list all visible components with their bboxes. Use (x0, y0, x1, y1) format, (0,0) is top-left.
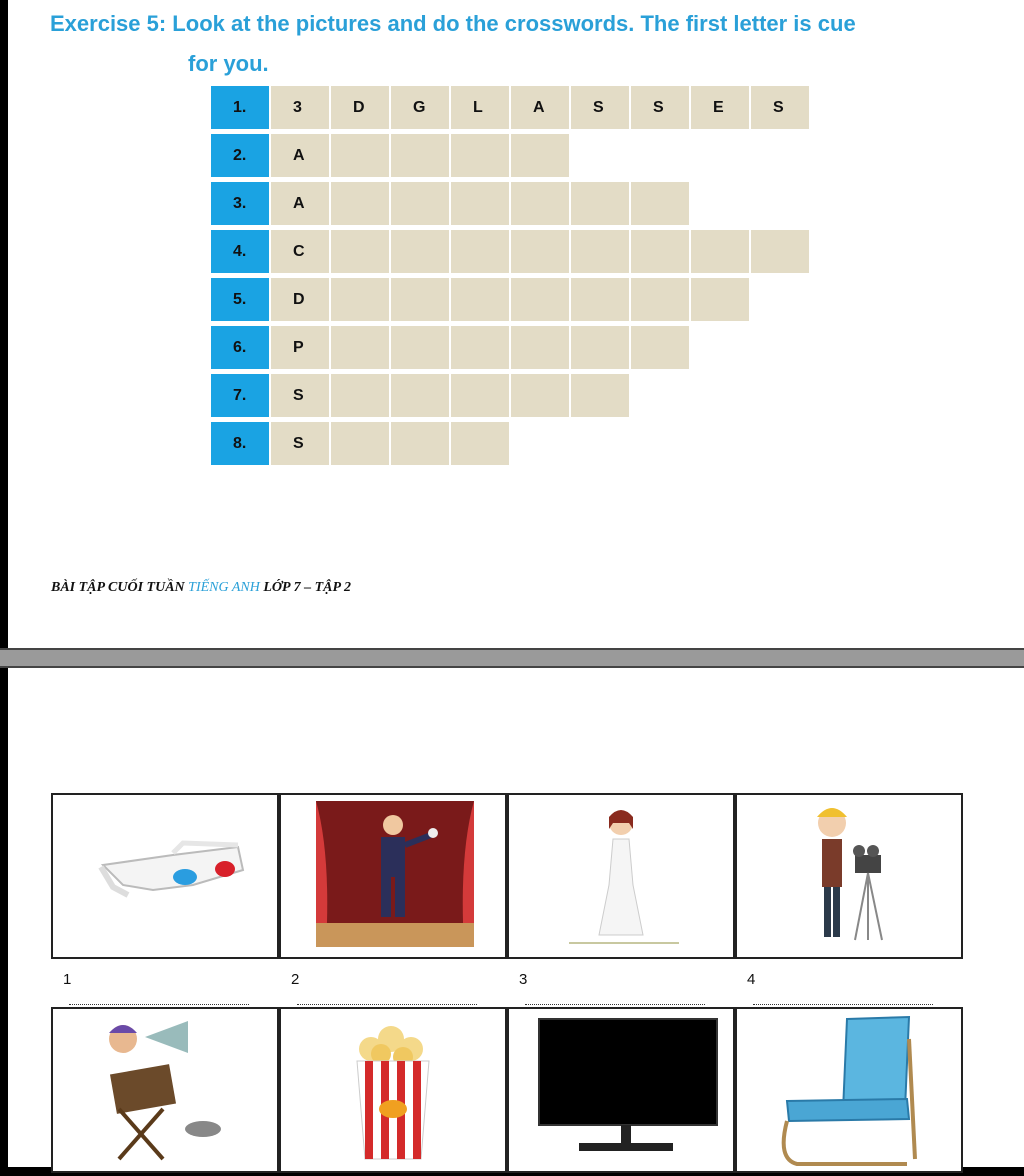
footer-text-3: LỚP 7 – TẬP 2 (259, 580, 351, 595)
crossword-blank-cell[interactable] (451, 182, 509, 225)
crossword-blank-cell[interactable] (451, 230, 509, 273)
crossword-blank-cell[interactable] (391, 230, 449, 273)
crossword-letter-cell: E (691, 86, 749, 129)
title-line-1: Exercise 5: Look at the pictures and do the crosswords. The first letter is cue (50, 11, 856, 36)
crossword-blank-cell[interactable] (631, 182, 689, 225)
crossword-letter-cell: A (271, 134, 329, 177)
armchair-icon (737, 1009, 961, 1171)
crossword-blank-cell[interactable] (511, 278, 569, 321)
footer-text-1: BÀI TẬP CUỐI TUẦN (51, 580, 189, 595)
crossword-letter-cell: G (391, 86, 449, 129)
clue-number: 5. (211, 278, 269, 321)
picture-label-3: 3 (519, 971, 705, 1005)
crossword-blank-cell[interactable] (571, 182, 629, 225)
crossword-letter-cell: A (511, 86, 569, 129)
crossword-blank-cell[interactable] (331, 134, 389, 177)
clue-number: 7. (211, 374, 269, 417)
actress-icon (509, 795, 733, 957)
crossword-blank-cell[interactable] (331, 278, 389, 321)
clue-number: 4. (211, 230, 269, 273)
title-line-2: for you. (188, 51, 269, 76)
clue-number: 8. (211, 422, 269, 465)
footer-text-2: TIẾNG ANH (188, 580, 260, 595)
crossword-letter-cell: S (571, 86, 629, 129)
crossword-blank-cell[interactable] (451, 278, 509, 321)
crossword-blank-cell[interactable] (631, 230, 689, 273)
crossword-letter-cell: D (331, 86, 389, 129)
picture-cameraman (735, 793, 963, 959)
picture-label-2: 2 (291, 971, 477, 1005)
crossword-blank-cell[interactable] (511, 182, 569, 225)
crossword-blank-cell[interactable] (571, 374, 629, 417)
crossword-letter-cell: S (271, 374, 329, 417)
crossword-letter-cell: L (451, 86, 509, 129)
popcorn-icon (281, 1009, 505, 1171)
crossword-blank-cell[interactable] (691, 230, 749, 273)
crossword-blank-cell[interactable] (451, 374, 509, 417)
picture-popcorn (279, 1007, 507, 1173)
exercise-title (50, 4, 990, 84)
crossword-blank-cell[interactable] (391, 278, 449, 321)
crossword-blank-cell[interactable] (691, 278, 749, 321)
crossword-letter-cell: S (271, 422, 329, 465)
crossword-blank-cell[interactable] (511, 230, 569, 273)
television-icon (509, 1009, 733, 1171)
crossword-letter-cell: 3 (271, 86, 329, 129)
page-divider (0, 648, 1024, 668)
clue-number: 6. (211, 326, 269, 369)
crossword-blank-cell[interactable] (451, 422, 509, 465)
actor-on-stage-icon (281, 795, 505, 957)
worksheet-page-2 (8, 668, 1024, 1167)
crossword-blank-cell[interactable] (451, 326, 509, 369)
picture-television (507, 1007, 735, 1173)
crossword-letter-cell: S (631, 86, 689, 129)
crossword-blank-cell[interactable] (571, 230, 629, 273)
picture-armchair (735, 1007, 963, 1173)
3d-glasses-icon (53, 795, 277, 957)
picture-label-4: 4 (747, 971, 933, 1005)
crossword-blank-cell[interactable] (331, 422, 389, 465)
crossword-letter-cell: C (271, 230, 329, 273)
crossword-blank-cell[interactable] (511, 326, 569, 369)
page-footer (51, 580, 351, 596)
clue-number: 3. (211, 182, 269, 225)
crossword-blank-cell[interactable] (331, 182, 389, 225)
crossword-blank-cell[interactable] (511, 134, 569, 177)
crossword-blank-cell[interactable] (511, 374, 569, 417)
crossword-letter-cell: D (271, 278, 329, 321)
picture-3d-glasses (51, 793, 279, 959)
picture-actor (279, 793, 507, 959)
clue-number: 1. (211, 86, 269, 129)
crossword-blank-cell[interactable] (331, 230, 389, 273)
crossword-blank-cell[interactable] (391, 422, 449, 465)
cameraman-icon (737, 795, 961, 957)
crossword-blank-cell[interactable] (391, 182, 449, 225)
picture-actress (507, 793, 735, 959)
crossword-blank-cell[interactable] (631, 326, 689, 369)
crossword-blank-cell[interactable] (751, 230, 809, 273)
picture-label-1: 1 (63, 971, 249, 1005)
crossword-blank-cell[interactable] (391, 134, 449, 177)
crossword-blank-cell[interactable] (571, 278, 629, 321)
crossword-blank-cell[interactable] (331, 326, 389, 369)
crossword-blank-cell[interactable] (391, 374, 449, 417)
crossword-blank-cell[interactable] (331, 374, 389, 417)
crossword-blank-cell[interactable] (391, 326, 449, 369)
crossword-letter-cell: P (271, 326, 329, 369)
picture-director (51, 1007, 279, 1173)
crossword-letter-cell: A (271, 182, 329, 225)
worksheet-page-1 (8, 0, 1024, 648)
crossword-blank-cell[interactable] (451, 134, 509, 177)
crossword-blank-cell[interactable] (631, 278, 689, 321)
clue-number: 2. (211, 134, 269, 177)
crossword-blank-cell[interactable] (571, 326, 629, 369)
crossword-letter-cell: S (751, 86, 809, 129)
director-icon (53, 1009, 277, 1171)
